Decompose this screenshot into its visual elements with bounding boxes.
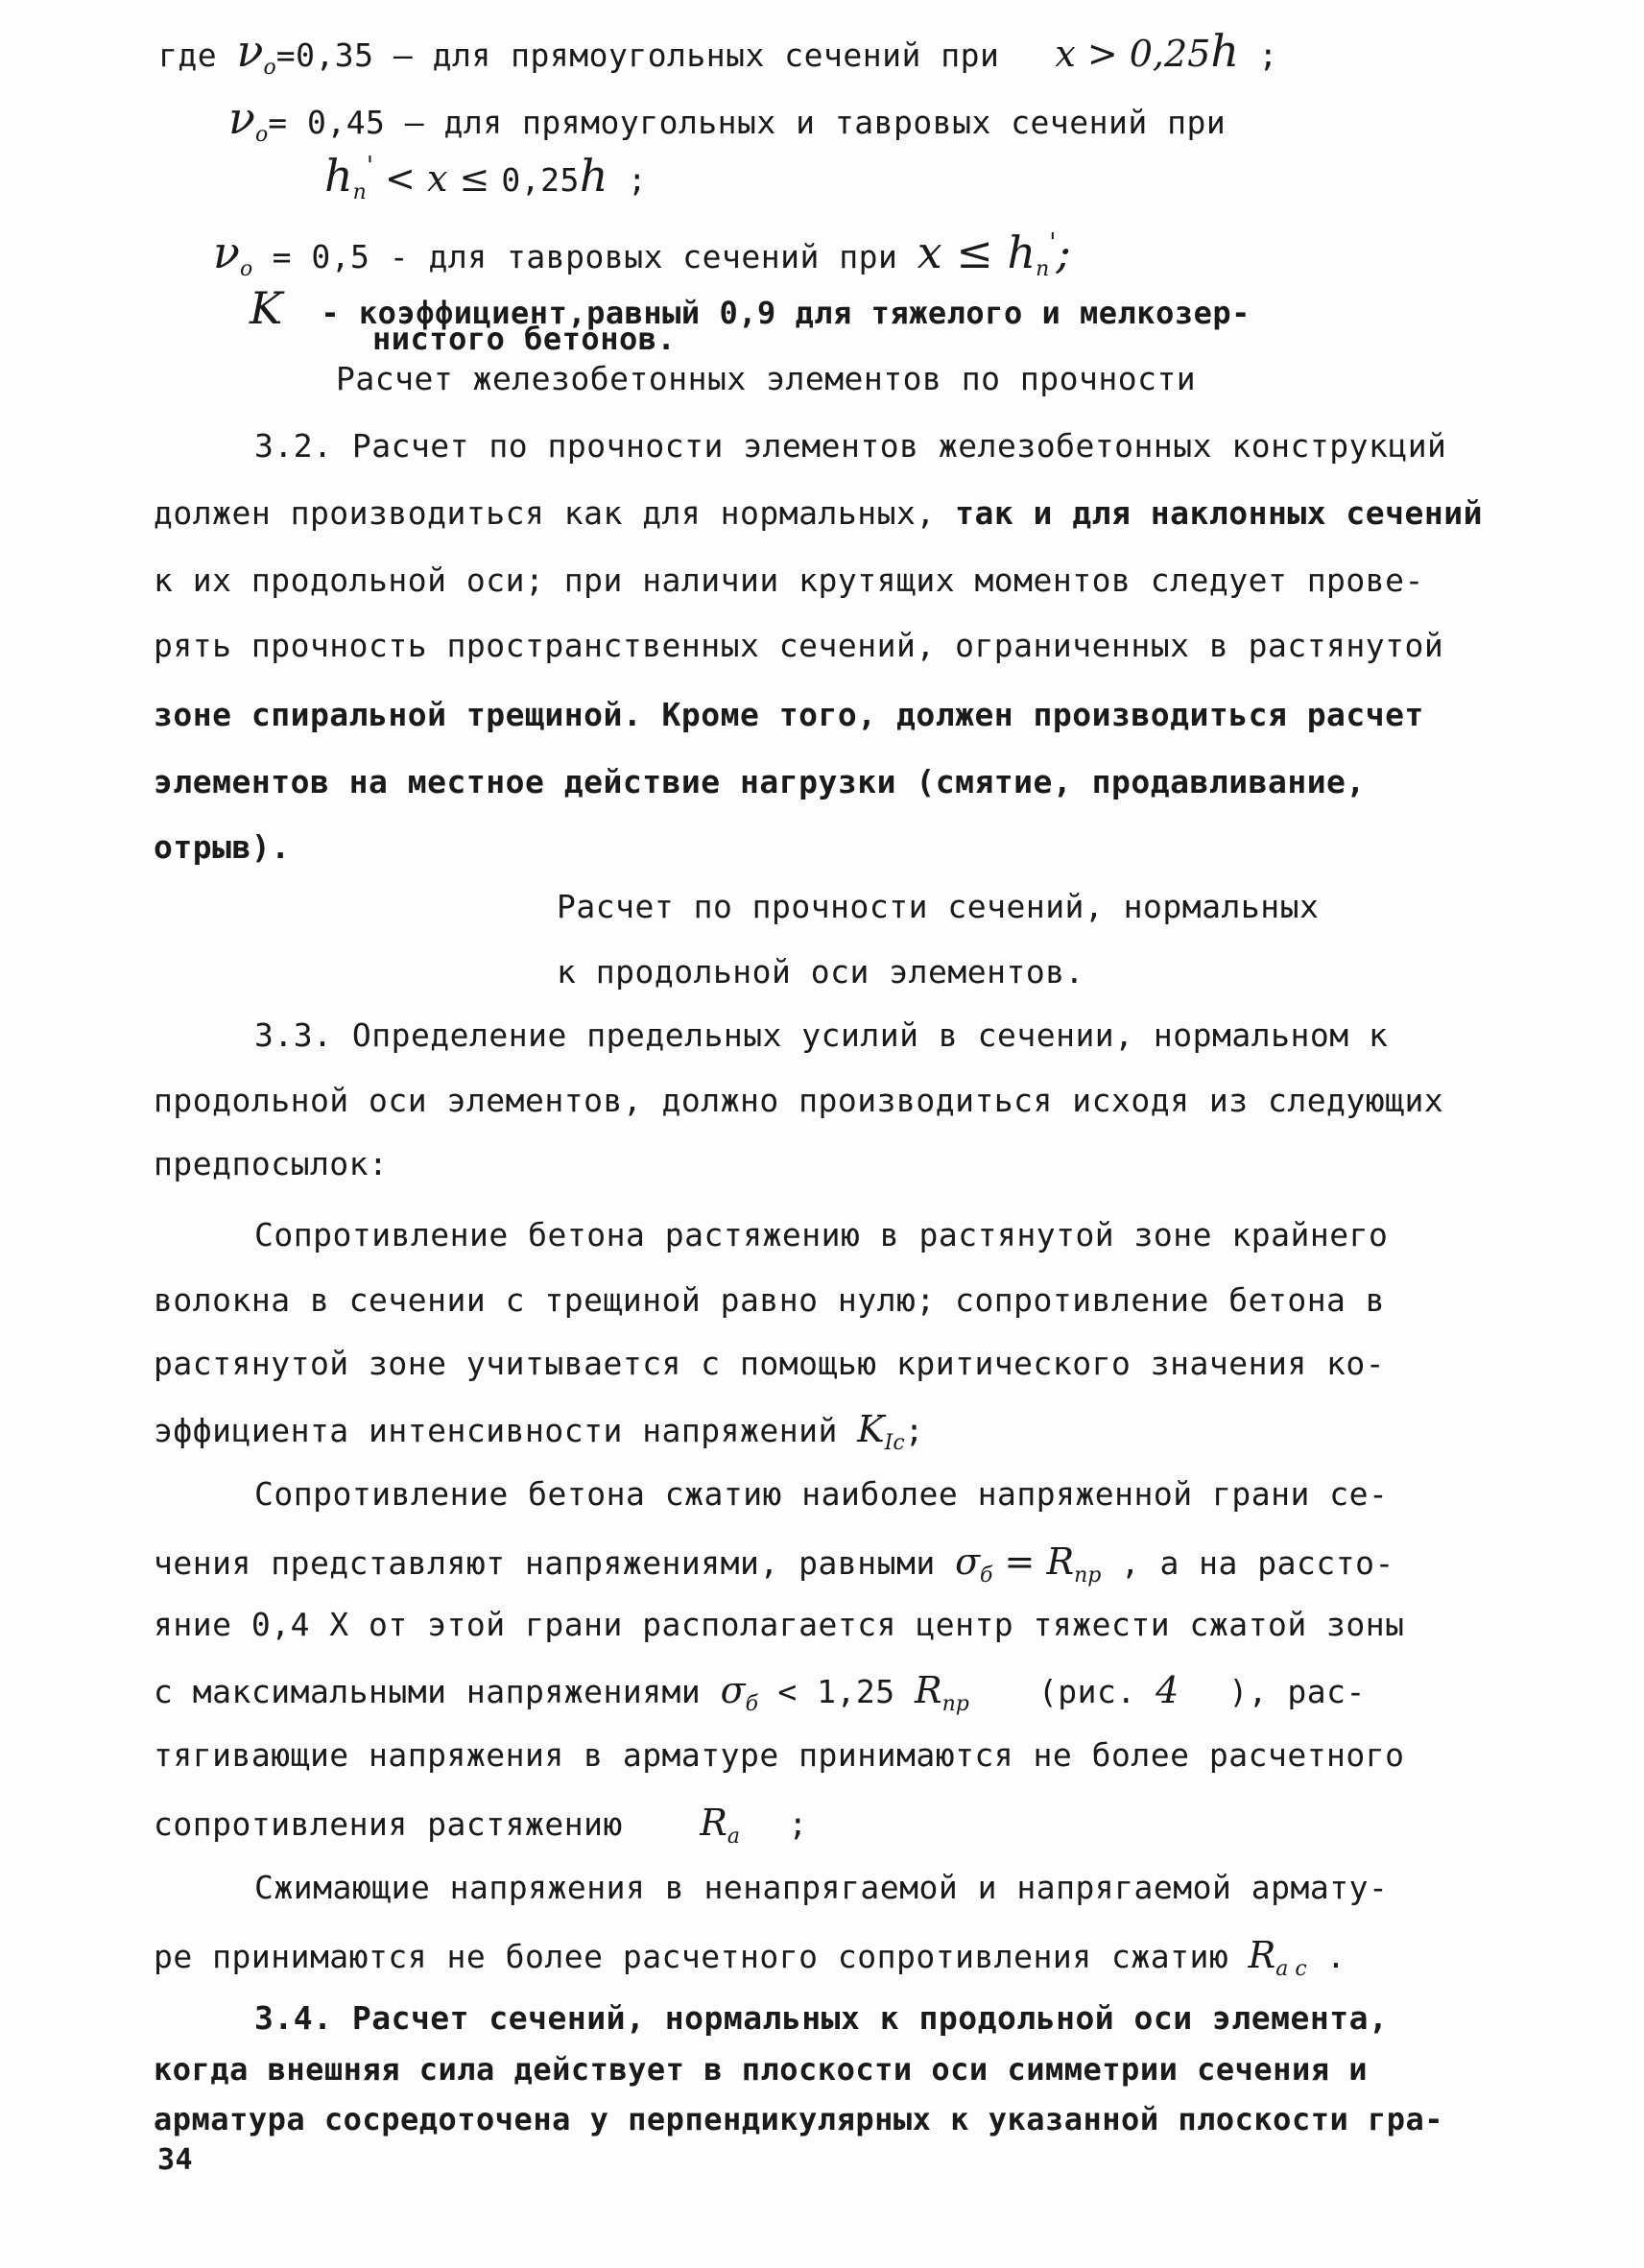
text: эффициента интенсивности напряжений	[154, 1412, 858, 1449]
text: ;	[608, 161, 648, 199]
text-line-32	[254, 1999, 1389, 2037]
text: тягивающие напряжения в арматуре принимаются не более расчетного	[154, 1736, 1405, 1774]
text-line-34	[154, 2101, 1444, 2137]
text: зоне спиральной трещиной. Кроме того, должен производиться расчет	[154, 696, 1424, 733]
text: < 1,25	[758, 1673, 916, 1710]
text: волокна в сечении с трещиной равно нулю; сопротивление бетона в	[154, 1281, 1386, 1319]
text-line-8	[254, 427, 1447, 465]
formula-nu: $\nu_o$	[213, 227, 253, 281]
formula-nu: $\nu_o$	[228, 92, 269, 147]
text: Сопротивление бетона сжатию наиболее напряженной грани се-	[254, 1475, 1389, 1513]
text: продольной оси элементов, должно производиться исходя из следующих	[154, 1082, 1444, 1119]
formula-hn: $h_п'$	[324, 150, 373, 204]
text-line-26	[154, 1606, 1405, 1643]
text-line-30	[254, 1869, 1389, 1906]
text-line-24	[254, 1475, 1389, 1513]
text-line-9	[154, 494, 1484, 532]
formula-nu: $\nu_o$	[236, 25, 276, 80]
text: сопротивления растяжению	[154, 1805, 643, 1843]
text: арматура сосредоточена у перпендикулярных к указанной плоскости гра-	[154, 2101, 1444, 2137]
text: = 0,5 - для тавровых сечений при	[252, 238, 917, 275]
text: к их продольной оси; при наличии крутящих моментов следует прове-	[154, 561, 1424, 599]
text: Сопротивление бетона растяжению в растянутой зоне крайнего	[254, 1216, 1389, 1253]
text: Расчет железобетонных элементов по прочности	[336, 360, 1197, 397]
text: отрыв).	[154, 828, 291, 866]
text-line-19	[154, 1145, 389, 1182]
text-line-33	[154, 2051, 1368, 2088]
text-line-2	[228, 92, 1227, 147]
formula-r: $R_{пр}$	[915, 1669, 969, 1716]
text-line-10	[154, 561, 1424, 599]
text-line-25	[154, 1540, 1394, 1588]
text: .	[1306, 1938, 1346, 1975]
formula-sigma: $\sigma_б$	[720, 1669, 759, 1716]
text: должен производиться как для нормальных,	[154, 494, 956, 532]
text: чения представляют напряжениями, равными	[154, 1544, 956, 1582]
formula-sigma-equals-r: $\sigma_б = R_{пр}$	[955, 1540, 1102, 1588]
text-line-27	[154, 1669, 1366, 1716]
text: элементов на местное действие нагрузки (смятие, продавливание,	[154, 763, 1366, 800]
text-line-4	[213, 227, 1071, 281]
text-line-13	[154, 763, 1366, 800]
text-line-22	[154, 1345, 1386, 1382]
formula-condition: $x \le h_п'$;	[917, 227, 1071, 281]
text: нистого бетонов.	[372, 321, 677, 357]
formula-condition: x > 0,25	[1055, 33, 1211, 75]
text: =0,35 — для прямоугольных сечений при	[275, 36, 1000, 74]
page-number	[157, 2143, 194, 2177]
text-line-14	[154, 828, 291, 866]
text: Сжимающие напряжения в ненапрягаемой и напрягаемой армату-	[254, 1869, 1389, 1906]
text: яние 0,4 X от этой грани располагается центр тяжести сжатой зоны	[154, 1606, 1405, 1643]
text: растянутой зоне учитывается с помощью критического значения ко-	[154, 1345, 1386, 1382]
text: Расчет по прочности сечений, нормальных	[557, 888, 1320, 925]
text-line-29	[154, 1804, 808, 1848]
text: где	[158, 36, 237, 74]
text: 3.2. Расчет по прочности элементов железобетонных конструкций	[254, 427, 1447, 465]
text-line-12	[154, 696, 1424, 733]
text-line-20	[254, 1216, 1389, 1253]
formula-rac: $R_{a c}$	[1248, 1934, 1307, 1981]
text: 0,25	[501, 161, 580, 199]
text-line-17	[254, 1016, 1389, 1054]
text: к продольной оси элементов.	[557, 953, 1084, 991]
text: 3.4. Расчет сечений, нормальных к продольной оси элемента,	[254, 1999, 1389, 2037]
text: ;	[904, 1412, 925, 1449]
formula-ra: $R_a$	[700, 1802, 740, 1849]
text: с максимальными напряжениями	[154, 1673, 721, 1710]
text: ;	[768, 1805, 808, 1843]
formula-h: h	[1210, 25, 1239, 77]
text: рять прочность пространственных сечений, ограниченных в растянутой	[154, 627, 1444, 664]
section-heading-normal-sections	[557, 888, 1320, 925]
text-line-6	[372, 321, 677, 357]
formula-k: K	[250, 282, 283, 334]
text: ;	[1239, 36, 1278, 74]
figure-number: 4	[1156, 1669, 1179, 1711]
text-line-31	[154, 1934, 1346, 1981]
formula-inequality: < x ≤	[372, 157, 502, 200]
text: = 0,45 – для прямоугольных и тавровых сечений при	[268, 104, 1227, 141]
text-line-1	[158, 25, 1278, 80]
text-line-23	[154, 1408, 925, 1455]
text: 3.3. Определение предельных усилий в сечении, нормальном к	[254, 1016, 1389, 1054]
text: , а на рассто-	[1101, 1544, 1394, 1582]
text: 34	[157, 2143, 194, 2177]
section-heading-normal-sections-2	[557, 953, 1084, 991]
text: так и для наклонных сечений	[955, 494, 1484, 532]
text: - коэффициент,равный 0,9 для тяжелого и мелкозер-	[321, 295, 1251, 331]
section-heading-strength	[336, 360, 1197, 397]
text-line-3	[324, 150, 648, 204]
formula-kic: $K_{Ic}$	[857, 1408, 905, 1455]
text: ре принимаются не более расчетного сопротивления сжатию	[154, 1938, 1249, 1975]
text-line-11	[154, 627, 1444, 664]
text: ), рас-	[1228, 1673, 1366, 1710]
text: (рис.	[1037, 1673, 1156, 1710]
text: когда внешняя сила действует в плоскости оси симметрии сечения и	[154, 2051, 1368, 2088]
text-line-28	[154, 1736, 1405, 1774]
text-line-18	[154, 1082, 1444, 1119]
text-line-21	[154, 1281, 1386, 1319]
text: предпосылок:	[154, 1145, 389, 1182]
formula-h: h	[579, 150, 608, 202]
